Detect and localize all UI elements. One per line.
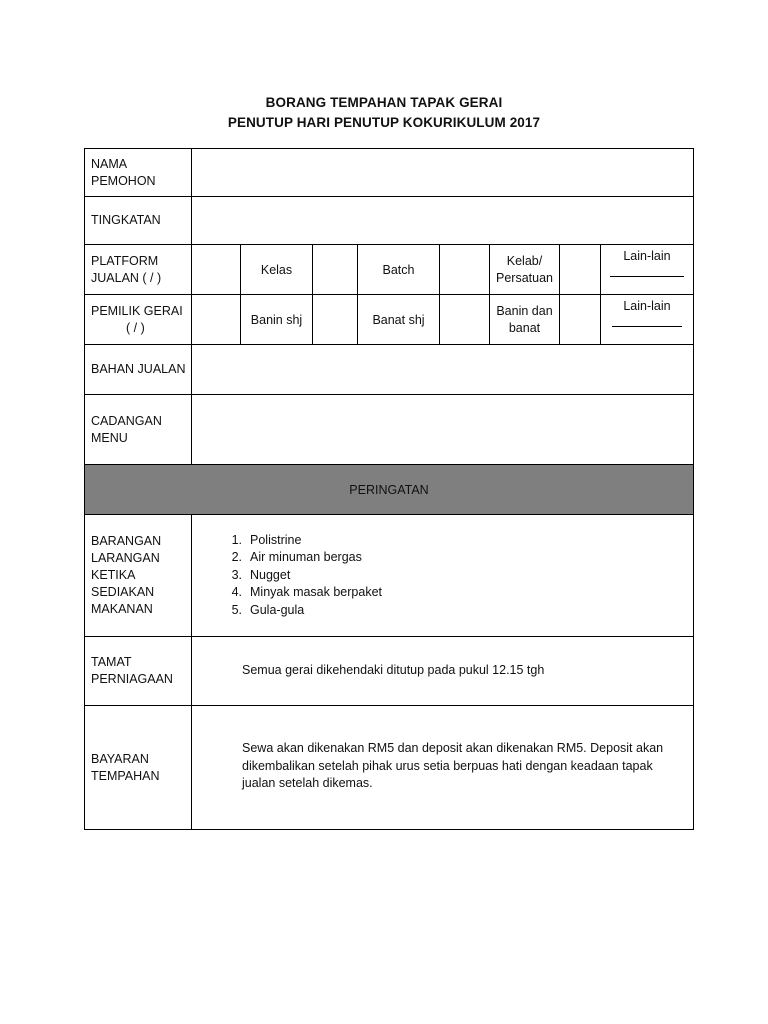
list-item: 5. Gula-gula <box>231 602 305 617</box>
platform-lain-checkbox[interactable] <box>560 245 601 295</box>
form-title: BORANG TEMPAHAN TAPAK GERAI <box>265 95 503 110</box>
bahan-jualan-label: BAHAN JUALAN <box>85 345 192 395</box>
list-item: 4. Minyak masak berpaket <box>231 585 383 600</box>
batch-option-label: Batch <box>358 245 440 295</box>
row-pemilik-gerai <box>85 295 694 345</box>
row-nama-pemohon <box>85 149 694 197</box>
kelab-option-label: Kelab/ Persatuan <box>490 245 560 295</box>
banin-banat-option-label: Banin dan banat <box>490 295 560 345</box>
tingkatan-field[interactable] <box>192 197 694 245</box>
banin-banat-checkbox[interactable] <box>440 295 490 345</box>
row-cadangan-menu <box>85 395 694 465</box>
bayaran-tempahan-label: BAYARAN TEMPAHAN <box>85 706 192 830</box>
nama-pemohon-field[interactable] <box>192 149 694 197</box>
row-barangan-larangan <box>85 515 694 637</box>
cadangan-menu-field[interactable] <box>192 395 694 465</box>
peringatan-heading: PERINGATAN <box>85 465 694 515</box>
banat-option-label: Banat shj <box>358 295 440 345</box>
booking-form-table <box>84 148 694 830</box>
form-subtitle: PENUTUP HARI PENUTUP KOKURIKULUM 2017 <box>227 115 541 130</box>
row-tamat-perniagaan <box>85 637 694 706</box>
row-peringatan <box>85 465 694 515</box>
kelab-checkbox[interactable] <box>440 245 490 295</box>
bayaran-tempahan-text: Sewa akan dikenakan RM5 dan deposit akan dikenakan RM5. Deposit akan dikembalikan setelah pihak urus setia berpuas hati dengan keadaan tapak jualan setelah dikemas. <box>192 706 694 830</box>
kelas-option-label: Kelas <box>241 245 313 295</box>
banin-option-label: Banin shj <box>241 295 313 345</box>
banin-checkbox[interactable] <box>192 295 241 345</box>
pemilik-lain-checkbox[interactable] <box>560 295 601 345</box>
platform-jualan-label: PLATFORM JUALAN ( / ) <box>85 245 192 295</box>
pemilik-lain-blank[interactable] <box>612 315 682 327</box>
platform-lain-blank[interactable] <box>610 265 684 277</box>
kelas-checkbox[interactable] <box>192 245 241 295</box>
list-item: 3. Nugget <box>231 567 291 582</box>
barangan-larangan-label: BARANGAN LARANGAN KETIKA SEDIAKAN MAKANAN <box>85 515 192 637</box>
row-bahan-jualan <box>85 345 694 395</box>
tingkatan-label: TINGKATAN <box>85 197 192 245</box>
row-platform-jualan <box>85 245 694 295</box>
list-item: 2. Air minuman bergas <box>231 550 362 565</box>
nama-pemohon-label: NAMA PEMOHON <box>85 149 192 197</box>
barangan-larangan-list <box>192 532 693 620</box>
cadangan-menu-label: CADANGAN MENU <box>85 395 192 465</box>
pemilik-lain-option[interactable]: Lain-lain <box>601 295 694 345</box>
banat-checkbox[interactable] <box>313 295 358 345</box>
barangan-larangan-list-cell <box>192 515 694 637</box>
tamat-perniagaan-label: TAMAT PERNIAGAAN <box>85 637 192 706</box>
tamat-perniagaan-text: Semua gerai dikehendaki ditutup pada pukul 12.15 tgh <box>192 637 694 706</box>
batch-checkbox[interactable] <box>313 245 358 295</box>
list-item: 1. Polistrine <box>231 532 302 547</box>
row-bayaran-tempahan <box>85 706 694 830</box>
platform-lain-option[interactable]: Lain-lain <box>601 245 694 295</box>
pemilik-gerai-label: PEMILIK GERAI ( / ) <box>85 295 192 345</box>
bahan-jualan-field[interactable] <box>192 345 694 395</box>
row-tingkatan <box>85 197 694 245</box>
